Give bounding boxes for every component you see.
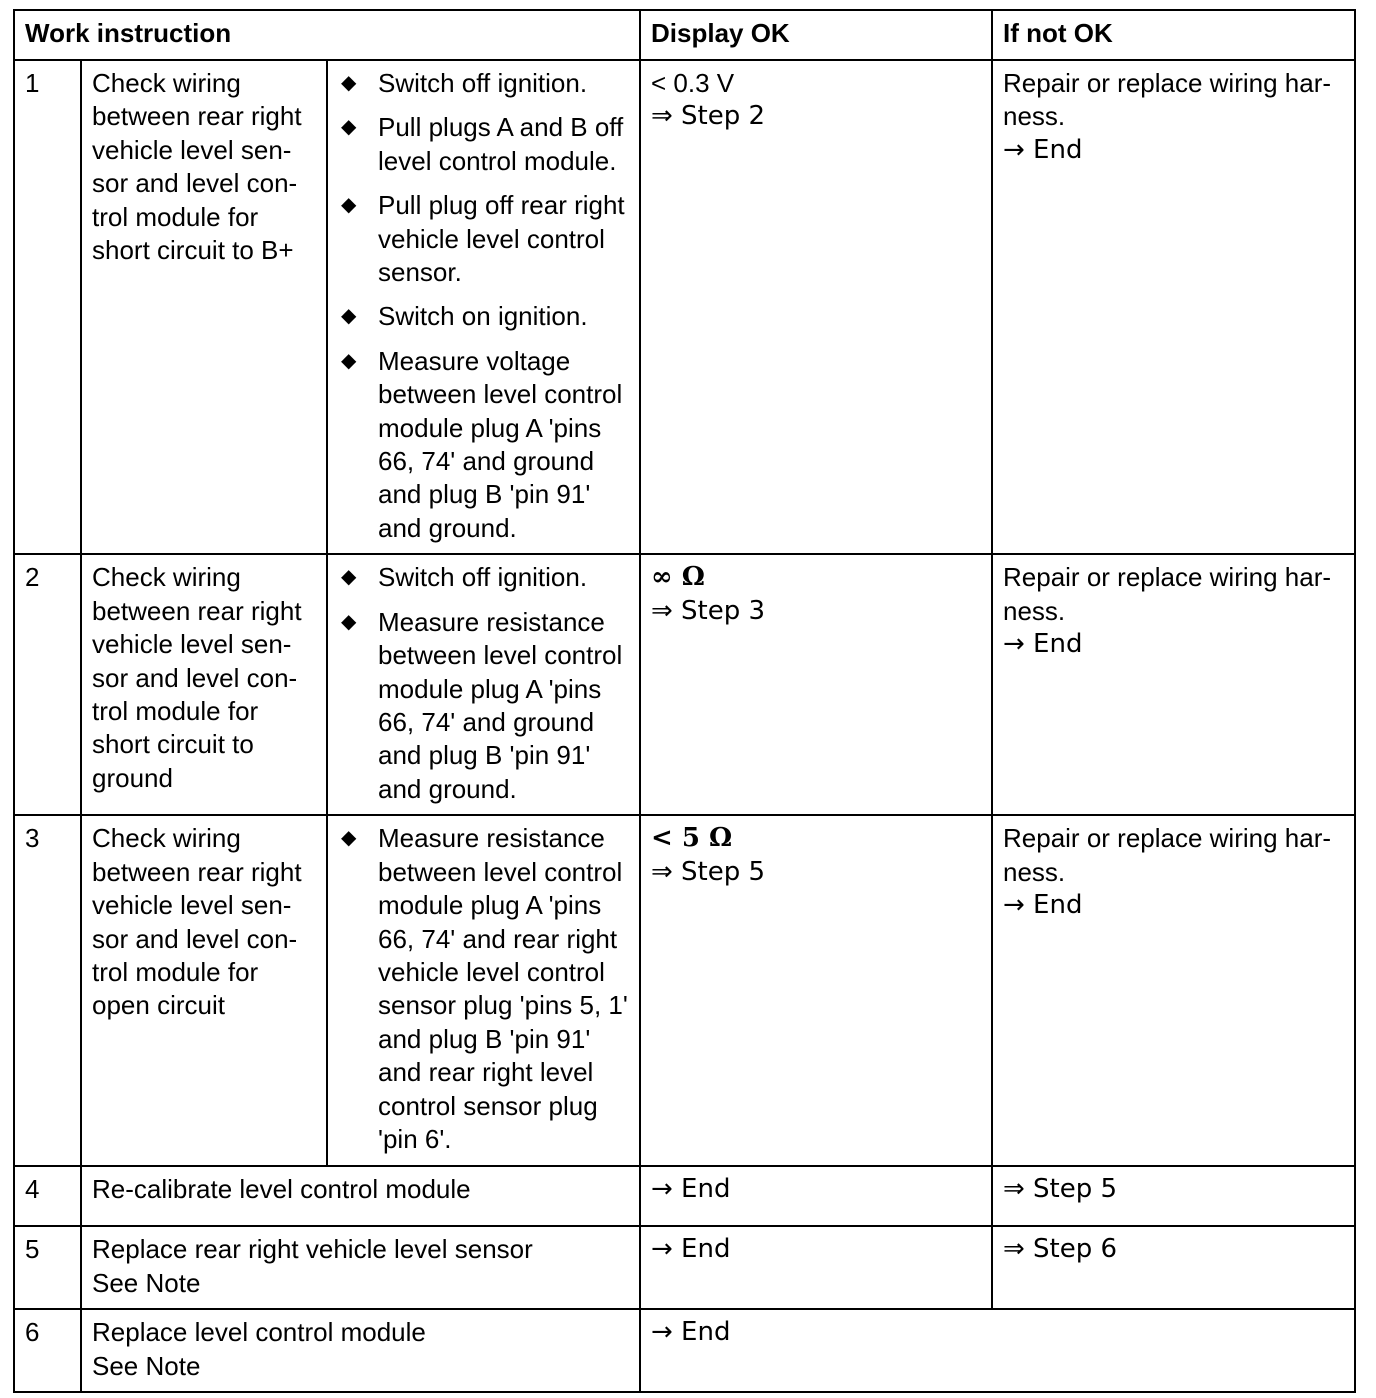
diamond-bullet-icon: ◆	[341, 72, 357, 94]
step-procedure	[327, 554, 640, 815]
if-not-ok-cell	[992, 1166, 1355, 1226]
diamond-bullet-icon: ◆	[341, 827, 357, 850]
desc-line: Re-calibrate level control module	[92, 1174, 471, 1205]
if-not-ok-line: ness.	[1003, 856, 1066, 887]
if-not-ok-cell	[992, 554, 1355, 815]
table-row	[14, 554, 1355, 815]
if-not-ok-next: → End	[1003, 629, 1083, 660]
desc-line: between rear right	[92, 101, 302, 132]
display-ok-cell	[640, 554, 992, 815]
step-description	[81, 1226, 640, 1309]
procedure-item: ◆ Pull plug off rear right vehicle level control sensor.	[341, 190, 625, 288]
display-ok-next: → End	[651, 1234, 731, 1265]
procedure-item: ◆ Switch off ignition.	[338, 67, 629, 100]
if-not-ok-cell	[992, 60, 1355, 554]
table-row	[14, 1226, 1355, 1309]
if-not-ok-next: → End	[1003, 890, 1083, 921]
display-ok-cell	[640, 60, 992, 554]
desc-line: open circuit	[92, 990, 225, 1021]
step-procedure	[327, 815, 640, 1166]
diamond-bullet-icon: ◆	[341, 566, 357, 589]
desc-line: trol module for	[92, 695, 259, 726]
step-number: 3	[14, 815, 81, 1166]
step-number: 6	[14, 1309, 81, 1392]
table-row	[14, 1166, 1355, 1226]
step-description	[81, 1309, 640, 1392]
diamond-bullet-icon: ◆	[341, 194, 357, 217]
display-ok-cell	[640, 815, 992, 1166]
desc-line: Replace level control module	[92, 1317, 426, 1348]
step-description	[81, 554, 327, 815]
step-number: 4	[14, 1166, 81, 1226]
if-not-ok-next: ⇒ Step 6	[1003, 1234, 1118, 1265]
desc-line: Replace rear right vehicle level sensor	[92, 1234, 533, 1265]
display-ok-cell	[640, 1309, 1355, 1392]
desc-line: Check wiring	[92, 823, 241, 854]
step-description	[81, 60, 327, 554]
desc-line: between rear right	[92, 856, 302, 887]
procedure-item: ◆ Switch on ignition.	[338, 300, 629, 333]
desc-line: Check wiring	[92, 562, 241, 593]
display-ok-value: ∞ Ω	[651, 562, 705, 593]
procedure-item: ◆ Measure resistance between level control module plug A 'pins 66, 74' and ground and plug B 'pin 91' and ground.	[341, 606, 623, 804]
procedure-item: ◆ Pull plugs A and B off level control module.	[341, 112, 624, 176]
procedure-item: ◆ Measure voltage between level control module plug A 'pins 66, 74' and ground and plug B 'pin 91' and ground.	[341, 345, 623, 543]
desc-line: Check wiring	[92, 68, 241, 98]
if-not-ok-line: ness.	[1003, 101, 1066, 132]
desc-line: vehicle level sen-	[92, 890, 292, 921]
if-not-ok-cell	[992, 1226, 1355, 1309]
step-number: 5	[14, 1226, 81, 1309]
procedure-item: ◆ Measure resistance between level control module plug A 'pins 66, 74' and rear right vehicle level control sensor plug 'pins 5, 1' and plug B 'pin 91' and rear right level control sensor plug 'pin 6'.	[341, 823, 628, 1154]
display-ok-next: ⇒ Step 5	[651, 856, 766, 887]
if-not-ok-line: Repair or replace wiring har-	[1003, 562, 1332, 593]
desc-line: ground	[92, 762, 173, 793]
if-not-ok-line: Repair or replace wiring har-	[1003, 823, 1332, 854]
desc-line: sor and level con-	[92, 662, 298, 693]
desc-line: short circuit to	[92, 729, 254, 760]
header-if-not-ok: If not OK	[992, 10, 1355, 60]
display-ok-next: → End	[651, 1174, 731, 1205]
step-number: 1	[14, 60, 81, 554]
see-note: See Note	[92, 1267, 201, 1298]
desc-line: sor and level con-	[92, 923, 298, 954]
table-row	[14, 815, 1355, 1166]
if-not-ok-line: Repair or replace wiring har-	[1003, 68, 1332, 98]
diamond-bullet-icon: ◆	[341, 116, 357, 139]
step-description	[81, 1166, 640, 1226]
if-not-ok-line: ness.	[1003, 595, 1066, 626]
desc-line: short circuit to B+	[92, 235, 294, 266]
work-instruction-table	[13, 9, 1356, 1393]
desc-line: trol module for	[92, 201, 259, 232]
desc-line: between rear right	[92, 595, 302, 626]
display-ok-cell	[640, 1226, 992, 1309]
diamond-bullet-icon: ◆	[341, 349, 357, 372]
desc-line: vehicle level sen-	[92, 629, 292, 660]
if-not-ok-next: → End	[1003, 134, 1083, 165]
display-ok-value: < 0.3 V	[651, 68, 735, 98]
table-row	[14, 1309, 1355, 1392]
procedure-item: ◆ Switch off ignition.	[338, 561, 629, 594]
desc-line: sor and level con-	[92, 168, 298, 199]
header-row	[14, 10, 1355, 60]
see-note: See Note	[92, 1350, 201, 1381]
step-number: 2	[14, 554, 81, 815]
step-procedure	[327, 60, 640, 554]
if-not-ok-next: ⇒ Step 5	[1003, 1174, 1118, 1205]
display-ok-next: ⇒ Step 2	[651, 101, 766, 132]
table-row	[14, 60, 1355, 554]
if-not-ok-cell	[992, 815, 1355, 1166]
desc-line: vehicle level sen-	[92, 134, 292, 165]
diamond-bullet-icon: ◆	[341, 610, 357, 633]
diamond-bullet-icon: ◆	[341, 305, 357, 328]
display-ok-cell	[640, 1166, 992, 1226]
header-display-ok: Display OK	[640, 10, 992, 60]
display-ok-next: ⇒ Step 3	[651, 595, 766, 626]
step-description	[81, 815, 327, 1166]
display-ok-next: → End	[651, 1317, 731, 1348]
display-ok-value: < 5 Ω	[651, 823, 733, 854]
desc-line: trol module for	[92, 956, 259, 987]
header-work-instruction: Work instruction	[14, 10, 640, 60]
